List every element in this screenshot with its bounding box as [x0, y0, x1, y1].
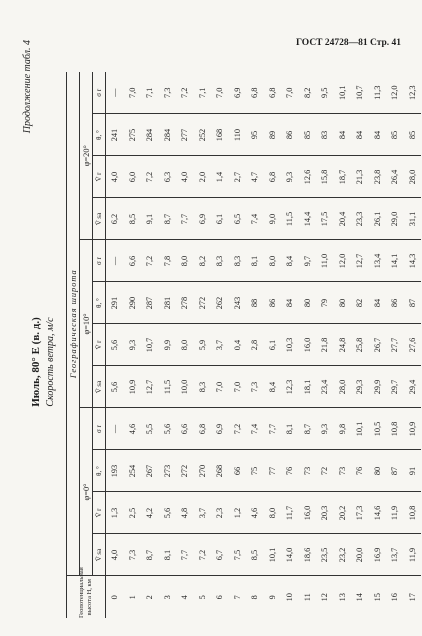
value-cell: 5,6 [106, 324, 124, 366]
value-cell: 290 [124, 282, 142, 324]
value-cell: 21,3 [351, 156, 369, 198]
height-cell: 14 [355, 593, 364, 602]
value-cell: 241 [106, 114, 124, 156]
value-cell: 14,3 [404, 240, 422, 282]
value-cell: 8,3 [211, 240, 229, 282]
value-cell: 88 [246, 282, 264, 324]
value-cell: 66 [229, 450, 247, 492]
value-cell: 9,9 [159, 324, 177, 366]
value-cell: 8,0 [264, 240, 282, 282]
value-cell: 83 [316, 114, 334, 156]
table-row [316, 72, 334, 618]
value-cell: 9,8 [334, 408, 352, 450]
value-cell: 272 [194, 282, 212, 324]
value-cell: 8,1 [281, 408, 299, 450]
col-v-r: V̄ r [93, 492, 106, 534]
value-cell: 16,9 [369, 534, 387, 576]
value-cell: 27,7 [386, 324, 404, 366]
value-cell: 11,3 [369, 72, 387, 114]
value-cell: 9,3 [124, 324, 142, 366]
value-cell: 11,9 [404, 534, 422, 576]
height-cell: 4 [180, 595, 189, 600]
value-cell: — [106, 72, 124, 114]
value-cell: 27,6 [404, 324, 422, 366]
value-cell: 8,1 [159, 534, 177, 576]
value-cell: 9,3 [281, 156, 299, 198]
latitude-header-10: φ=10° [80, 240, 93, 408]
table-row [281, 72, 299, 618]
height-cell: 2 [145, 595, 154, 600]
height-cell: 7 [232, 595, 242, 600]
value-cell: 31,1 [404, 198, 422, 240]
value-cell: 110 [229, 114, 247, 156]
value-cell: 79 [316, 282, 334, 324]
value-cell: 76 [281, 450, 299, 492]
value-cell: 5,6 [159, 492, 177, 534]
value-cell: 4,8 [176, 492, 194, 534]
value-cell: 4,0 [176, 156, 194, 198]
value-cell: 7,3 [159, 72, 177, 114]
value-cell: 80 [299, 282, 317, 324]
value-cell: 6,6 [124, 240, 142, 282]
value-cell: 2,0 [194, 156, 212, 198]
col-v-sa: V̄ sa [93, 366, 106, 408]
value-cell: 193 [106, 450, 124, 492]
table-row [246, 72, 264, 618]
value-cell: 3,7 [194, 492, 212, 534]
value-cell: 84 [334, 114, 352, 156]
value-cell: 8,4 [281, 240, 299, 282]
height-cell: 8 [250, 595, 259, 600]
value-cell: 12,0 [334, 240, 352, 282]
value-cell: 13,7 [386, 534, 404, 576]
value-cell: 76 [351, 450, 369, 492]
value-cell: 7,7 [176, 198, 194, 240]
value-cell: 87 [386, 450, 404, 492]
value-cell: 7,4 [246, 198, 264, 240]
value-cell: 77 [264, 450, 282, 492]
col-sigma-r: σ r [93, 408, 106, 450]
col-theta: θ, ° [93, 114, 106, 156]
value-cell: 10,9 [404, 408, 422, 450]
value-cell: 4,6 [124, 408, 142, 450]
latitude-group-header: Географическая широта [67, 72, 80, 576]
height-cell: 1 [127, 595, 137, 600]
value-cell: 2,7 [229, 156, 247, 198]
value-cell: 8,0 [176, 324, 194, 366]
value-cell: 7,2 [141, 156, 159, 198]
value-cell: 7,7 [176, 534, 194, 576]
value-cell: 10,7 [141, 324, 159, 366]
value-cell: 21,8 [316, 324, 334, 366]
value-cell: 18,1 [299, 366, 317, 408]
table-row [211, 72, 229, 618]
value-cell: 84 [369, 282, 387, 324]
value-cell: 4,6 [246, 492, 264, 534]
height-cell: 5 [197, 595, 207, 600]
value-cell: 6,1 [211, 198, 229, 240]
value-cell: — [106, 408, 124, 450]
latitude-header-20: φ=20° [80, 72, 93, 240]
value-cell: 275 [124, 114, 142, 156]
value-cell: 20,3 [316, 492, 334, 534]
value-cell: 85 [404, 114, 422, 156]
height-header: Геопотенциальная высота H, км [67, 576, 106, 618]
value-cell: 84 [281, 282, 299, 324]
value-cell: 8,2 [299, 72, 317, 114]
value-cell: — [106, 240, 124, 282]
value-cell: 86 [386, 282, 404, 324]
value-cell: 10,7 [351, 72, 369, 114]
value-cell: 2,5 [124, 492, 142, 534]
value-cell: 10,0 [176, 366, 194, 408]
value-cell: 23,2 [334, 534, 352, 576]
value-cell: 5,6 [159, 408, 177, 450]
value-cell: 7,0 [229, 366, 247, 408]
value-cell: 11,9 [386, 492, 404, 534]
height-cell: 12 [320, 593, 329, 602]
value-cell: 10,5 [369, 408, 387, 450]
value-cell: 4,0 [106, 534, 124, 576]
value-cell: 7,3 [124, 534, 142, 576]
value-cell: 6,6 [176, 408, 194, 450]
value-cell: 85 [299, 114, 317, 156]
value-cell: 14,0 [281, 534, 299, 576]
value-cell: 9,3 [316, 408, 334, 450]
value-cell: 1,4 [211, 156, 229, 198]
value-cell: 262 [211, 282, 229, 324]
value-cell: 85 [386, 114, 404, 156]
value-cell: 6,5 [229, 198, 247, 240]
value-cell: 14,4 [299, 198, 317, 240]
value-cell: 29,4 [404, 366, 422, 408]
col-v-sa: V̄ sa [93, 534, 106, 576]
table-row [299, 72, 317, 618]
value-cell: 8,3 [229, 240, 247, 282]
value-cell: 29,7 [386, 366, 404, 408]
height-cell: 9 [267, 595, 277, 600]
value-cell: 8,5 [246, 534, 264, 576]
value-cell: 12,0 [386, 72, 404, 114]
value-cell: 16,0 [299, 324, 317, 366]
value-cell: 73 [299, 450, 317, 492]
value-cell: 7,2 [229, 408, 247, 450]
value-cell: 75 [246, 450, 264, 492]
value-cell: 6,8 [264, 72, 282, 114]
value-cell: 18,6 [299, 534, 317, 576]
value-cell: 26,1 [369, 198, 387, 240]
table-row [124, 72, 142, 618]
value-cell: 23,8 [369, 156, 387, 198]
value-cell: 10,8 [386, 408, 404, 450]
value-cell: 29,9 [369, 366, 387, 408]
value-cell: 80 [334, 282, 352, 324]
value-cell: 7,2 [176, 72, 194, 114]
value-cell: 7,7 [264, 408, 282, 450]
value-cell: 7,1 [194, 72, 212, 114]
value-cell: 10,1 [264, 534, 282, 576]
value-cell: 12,6 [299, 156, 317, 198]
table-row [369, 72, 387, 618]
height-cell: 0 [110, 595, 119, 600]
value-cell: 9,5 [316, 72, 334, 114]
value-cell: 17,3 [351, 492, 369, 534]
value-cell: 277 [176, 114, 194, 156]
value-cell: 2,3 [211, 492, 229, 534]
value-cell: 7,0 [281, 72, 299, 114]
value-cell: 17,5 [316, 198, 334, 240]
value-cell: 8,2 [194, 240, 212, 282]
value-cell: 278 [176, 282, 194, 324]
value-cell: 11,0 [316, 240, 334, 282]
value-cell: 26,4 [386, 156, 404, 198]
value-cell: 8,3 [194, 366, 212, 408]
wind-speed-table [66, 72, 421, 618]
page-header: ГОСТ 24728—81 Стр. 41 [296, 38, 402, 48]
table-row [264, 72, 282, 618]
value-cell: 7,1 [141, 72, 159, 114]
value-cell: 254 [124, 450, 142, 492]
value-cell: 95 [246, 114, 264, 156]
value-cell: 29,0 [386, 198, 404, 240]
value-cell: 28,0 [334, 366, 352, 408]
value-cell: 12,3 [281, 366, 299, 408]
value-cell: 9,1 [141, 198, 159, 240]
value-cell: 6,1 [264, 324, 282, 366]
table-caption [22, 40, 66, 622]
value-cell: 84 [369, 114, 387, 156]
value-cell: 8,0 [176, 240, 194, 282]
height-cell: 17 [407, 593, 417, 602]
value-cell: 12,3 [404, 72, 422, 114]
value-cell: 7,0 [211, 366, 229, 408]
value-cell: 287 [141, 282, 159, 324]
table-title: Июль, 80° Е (в. д.) [30, 317, 42, 407]
value-cell: 10,3 [281, 324, 299, 366]
height-cell: 13 [337, 593, 347, 602]
table-row [141, 72, 159, 618]
value-cell: 4,7 [246, 156, 264, 198]
value-cell: 273 [159, 450, 177, 492]
value-cell: 11,5 [159, 366, 177, 408]
value-cell: 7,0 [211, 72, 229, 114]
value-cell: 4,0 [106, 156, 124, 198]
value-cell: 28,0 [404, 156, 422, 198]
value-cell: 87 [404, 282, 422, 324]
height-cell: 11 [302, 593, 312, 602]
value-cell: 6,9 [211, 408, 229, 450]
col-v-r: V̄ r [93, 156, 106, 198]
value-cell: 1,3 [106, 492, 124, 534]
value-cell: 18,7 [334, 156, 352, 198]
value-cell: 268 [211, 450, 229, 492]
value-cell: 80 [369, 450, 387, 492]
value-cell: 89 [264, 114, 282, 156]
value-cell: 23,4 [316, 366, 334, 408]
height-cell: 6 [215, 595, 224, 600]
value-cell: 15,8 [316, 156, 334, 198]
value-cell: 6,8 [264, 156, 282, 198]
value-cell: 11,5 [281, 198, 299, 240]
col-sigma-r: σ r [93, 72, 106, 114]
value-cell: 26,7 [369, 324, 387, 366]
value-cell: 12,7 [351, 240, 369, 282]
value-cell: 0,4 [229, 324, 247, 366]
value-cell: 6,9 [229, 72, 247, 114]
value-cell: 6,2 [106, 198, 124, 240]
value-cell: 6,8 [246, 72, 264, 114]
height-cell: 10 [285, 593, 294, 602]
value-cell: 20,2 [334, 492, 352, 534]
table-row [351, 72, 369, 618]
value-cell: 6,9 [194, 198, 212, 240]
value-cell: 10,9 [124, 366, 142, 408]
latitude-header-0: φ=0° [80, 408, 93, 576]
value-cell: 72 [316, 450, 334, 492]
value-cell: 7,2 [141, 240, 159, 282]
table-subtitle: Скорость ветра, м/с [45, 317, 56, 407]
value-cell: 1,2 [229, 492, 247, 534]
continuation-label: Продолжение табл. 4 [22, 40, 33, 134]
col-v-sa: V̄ sa [93, 198, 106, 240]
col-sigma-r: σ r [93, 240, 106, 282]
value-cell: 11,7 [281, 492, 299, 534]
value-cell: 73 [334, 450, 352, 492]
value-cell: 23,3 [351, 198, 369, 240]
table-row [386, 72, 404, 618]
value-cell: 13,4 [369, 240, 387, 282]
value-cell: 20,4 [334, 198, 352, 240]
value-cell: 6,0 [124, 156, 142, 198]
value-cell: 8,7 [299, 408, 317, 450]
value-cell: 16,0 [299, 492, 317, 534]
value-cell: 7,8 [159, 240, 177, 282]
value-cell: 5,5 [141, 408, 159, 450]
value-cell: 7,3 [246, 366, 264, 408]
value-cell: 12,7 [141, 366, 159, 408]
rotated-table-frame [22, 40, 417, 622]
value-cell: 84 [351, 114, 369, 156]
value-cell: 6,8 [194, 408, 212, 450]
height-cell: 16 [390, 593, 399, 602]
value-cell: 14,1 [386, 240, 404, 282]
value-cell: 23,5 [316, 534, 334, 576]
value-cell: 29,3 [351, 366, 369, 408]
height-cell: 15 [372, 593, 382, 602]
value-cell: 9,0 [264, 198, 282, 240]
value-cell: 7,5 [229, 534, 247, 576]
col-v-r: V̄ r [93, 324, 106, 366]
value-cell: 5,9 [194, 324, 212, 366]
value-cell: 25,8 [351, 324, 369, 366]
value-cell: 8,5 [124, 198, 142, 240]
value-cell: 10,1 [334, 72, 352, 114]
table-body [106, 72, 422, 618]
value-cell: 8,7 [159, 198, 177, 240]
value-cell: 8,1 [246, 240, 264, 282]
table-row [404, 72, 422, 618]
value-cell: 24,8 [334, 324, 352, 366]
value-cell: 8,4 [264, 366, 282, 408]
table-row [194, 72, 212, 618]
value-cell: 14,6 [369, 492, 387, 534]
col-theta: θ, ° [93, 282, 106, 324]
value-cell: 4,2 [141, 492, 159, 534]
value-cell: 284 [141, 114, 159, 156]
value-cell: 7,4 [246, 408, 264, 450]
value-cell: 168 [211, 114, 229, 156]
value-cell: 270 [194, 450, 212, 492]
value-cell: 86 [281, 114, 299, 156]
value-cell: 10,1 [351, 408, 369, 450]
table-row [106, 72, 124, 618]
value-cell: 7,2 [194, 534, 212, 576]
value-cell: 20,0 [351, 534, 369, 576]
value-cell: 10,8 [404, 492, 422, 534]
value-cell: 9,7 [299, 240, 317, 282]
value-cell: 252 [194, 114, 212, 156]
table-row [334, 72, 352, 618]
table-row [229, 72, 247, 618]
value-cell: 82 [351, 282, 369, 324]
value-cell: 8,7 [141, 534, 159, 576]
value-cell: 243 [229, 282, 247, 324]
value-cell: 6,3 [159, 156, 177, 198]
value-cell: 284 [159, 114, 177, 156]
value-cell: 2,8 [246, 324, 264, 366]
value-cell: 6,7 [211, 534, 229, 576]
value-cell: 8,0 [264, 492, 282, 534]
value-cell: 5,6 [106, 366, 124, 408]
value-cell: 3,7 [211, 324, 229, 366]
value-cell: 86 [264, 282, 282, 324]
height-cell: 3 [162, 595, 172, 600]
value-cell: 272 [176, 450, 194, 492]
table-row [176, 72, 194, 618]
value-cell: 281 [159, 282, 177, 324]
table-row [159, 72, 177, 618]
value-cell: 267 [141, 450, 159, 492]
value-cell: 7,0 [124, 72, 142, 114]
col-theta: θ, ° [93, 450, 106, 492]
value-cell: 91 [404, 450, 422, 492]
value-cell: 291 [106, 282, 124, 324]
